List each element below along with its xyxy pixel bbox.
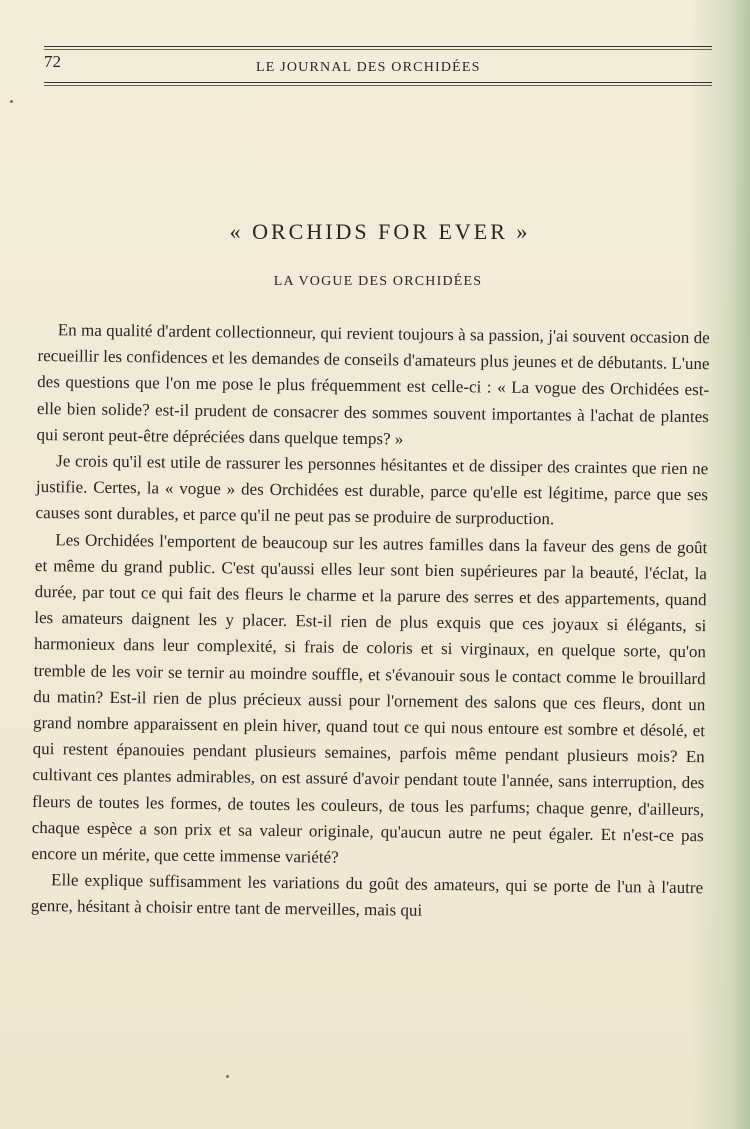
paper-speck [10, 100, 13, 103]
header-rule-bottom-thin [44, 85, 712, 86]
paper-speck [226, 1075, 229, 1078]
page-number: 72 [44, 52, 61, 71]
paragraph-2: Je crois qu'il est utile de rassurer les personnes hésitantes et de dissiper des craintes que rien ne justifie. Certes, la « vogue » des Orchidées est durable, parce qu'elle est légitime, parce que ses causes sont durables, et parce qu'il ne peut pas se produire de surproduction. [35, 451, 709, 529]
running-head: LE JOURNAL DES ORCHIDÉES [256, 60, 481, 75]
paragraph-3: Les Orchidées l'emportent de beaucoup sur les autres familles dans la faveur des gens de goût et même du grand public. C'est qu'aussi elles leur sont bien supérieures par la beauté, l'éclat, la durée, par tout ce qui fait des fleurs le charme et la parure des serres et des appartements, quand les amateurs daignent les y placer. Est-il rien de plus exquis que ces joyaux si élégants, si harmonieux dans leur complexité, si frais de coloris et si virginaux, en quelque sorte, qu'on tremble de les voir se ternir au moindre souffle, et s'évanouir sous le contact comme le brouillard du matin? Est-il rien de plus précieux aussi pour l'ornement des salons que ces fleurs, dont un grand nombre apparaissent en plein hiver, quand tout ce qui nous entoure est sombre et désolé, et qui restent épanouies pendant plusieurs semaines, parfois même pendant plusieurs mois? En cultivant ces plantes admirables, on est assuré d'avoir pendant toute l'année, sans interruption, des fleurs de toutes les formes, de toutes les couleurs, de tous les parfums; chaque genre, d'ailleurs, chaque espèce a son prix et sa valeur originale, qu'aucun autre ne peut égaler. Et n'est-ce pas encore un mérite, que cette immense variété? [31, 529, 708, 867]
header-rule-top [44, 46, 712, 47]
paragraph-1: En ma qualité d'ardent collectionneur, qui revient toujours à sa passion, j'ai souvent occasion de recueillir les confidences et les demandes de conseils d'amateurs plus jeunes et de débutants. L'une des questions que l'on me pose le plus fréquemment est celle-ci : « La vogue des Orchidées est-elle bien solide? est-il prudent de consacrer des sommes souvent importantes à l'achat de plantes qui seront peut-être dépréciées dans quelque temps? » [36, 320, 710, 449]
header-rule-bottom [44, 82, 712, 83]
header-rule-top-thin [44, 49, 712, 50]
article-title: « ORCHIDS FOR EVER » [229, 219, 531, 244]
article-body [31, 317, 710, 928]
paragraph-4: Elle explique suffisamment les variations du goût des amateurs, qui se porte de l'un à l'autre genre, hésitant à choisir entre tant de merveilles, mais qui [30, 870, 704, 921]
article-subtitle: LA VOGUE DES ORCHIDÉES [273, 274, 483, 289]
